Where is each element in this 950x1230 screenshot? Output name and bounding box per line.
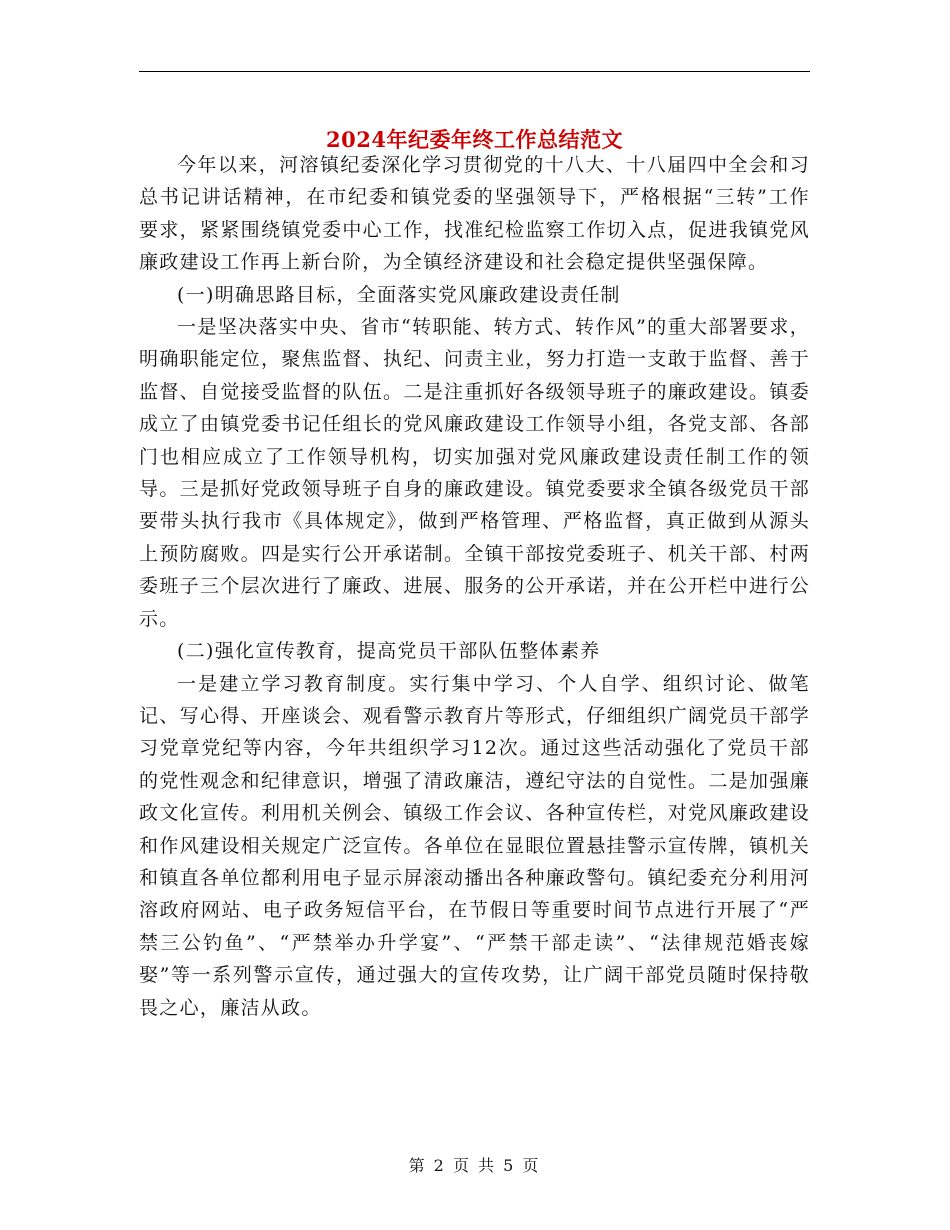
section-2-paragraph: 一是建立学习教育制度。实行集中学习、个人自学、组织讨论、做笔记、写心得、开座谈会、观看警示教育片等形式，仔细组织广阔党员干部学习党章党纪等内容，今年共组织学习12次。通过这些活动强化了党员干部的党性观念和纪律意识，增强了清政廉洁，遵纪守法的自觉性。二是加强廉政文化宣传。利用机关例会、镇级工作会议、各种宣传栏，对党风廉政建设和作风建设相关规定广泛宣传。各单位在显眼位置悬挂警示宣传牌，镇机关和镇直各单位都利用电子显示屏滚动播出各种廉政警句。镇纪委充分利用河溶政府网站、电子政务短信平台，在节假日等重要时间节点进行开展了“严禁三公钓鱼”、“严禁举办升学宴”、“严禁干部走读”、“法律规范婚丧嫁娶”等一系列警示宣传，通过强大的宣传攻势，让广阔干部党员随时保持敬畏之心，廉洁从政。 xyxy=(139,672,810,1019)
document-title: 2024年纪委年终工作总结范文 xyxy=(326,127,623,153)
section-1-paragraph: 一是坚决落实中央、省市“转职能、转方式、转作风”的重大部署要求，明确职能定位，聚焦监督、执纪、问责主业，努力打造一支敢于监督、善于监督、自觉接受监督的队伍。二是注重抓好各级领导班子的廉政建设。镇委成立了由镇党委书记任组长的党风廉政建设工作领导小组，各党支部、各部门也相应成立了工作领导机构，切实加强对党风廉政建设责任制工作的领导。三是抓好党政领导班子自身的廉政建设。镇党委要求全镇各级党员干部要带头执行我市《具体规定》，做到严格管理、严格监督，真正做到从源头上预防腐败。四是实行公开承诺制。全镇干部按党委班子、机关干部、村两委班子三个层次进行了廉政、进展、服务的公开承诺，并在公开栏中进行公示。 xyxy=(139,316,810,630)
header-rule xyxy=(139,71,810,72)
intro-paragraph: 今年以来，河溶镇纪委深化学习贯彻党的十八大、十八届四中全会和习总书记讲话精神，在市纪委和镇党委的坚强领导下，严格根据“三转”工作要求，紧紧围绕镇党委中心工作，找准纪检监察工作切入点，促进我镇党风廉政建设工作再上新台阶，为全镇经济建设和社会稳定提供坚强保障。 xyxy=(139,154,810,274)
section-heading-2: (二)强化宣传教育，提高党员干部队伍整体素养 xyxy=(177,640,601,663)
page-number: 第 2 页 共 5 页 xyxy=(408,1156,541,1175)
section-heading-1: (一)明确思路目标，全面落实党风廉政建设责任制 xyxy=(177,283,621,306)
document-body xyxy=(139,149,810,1024)
